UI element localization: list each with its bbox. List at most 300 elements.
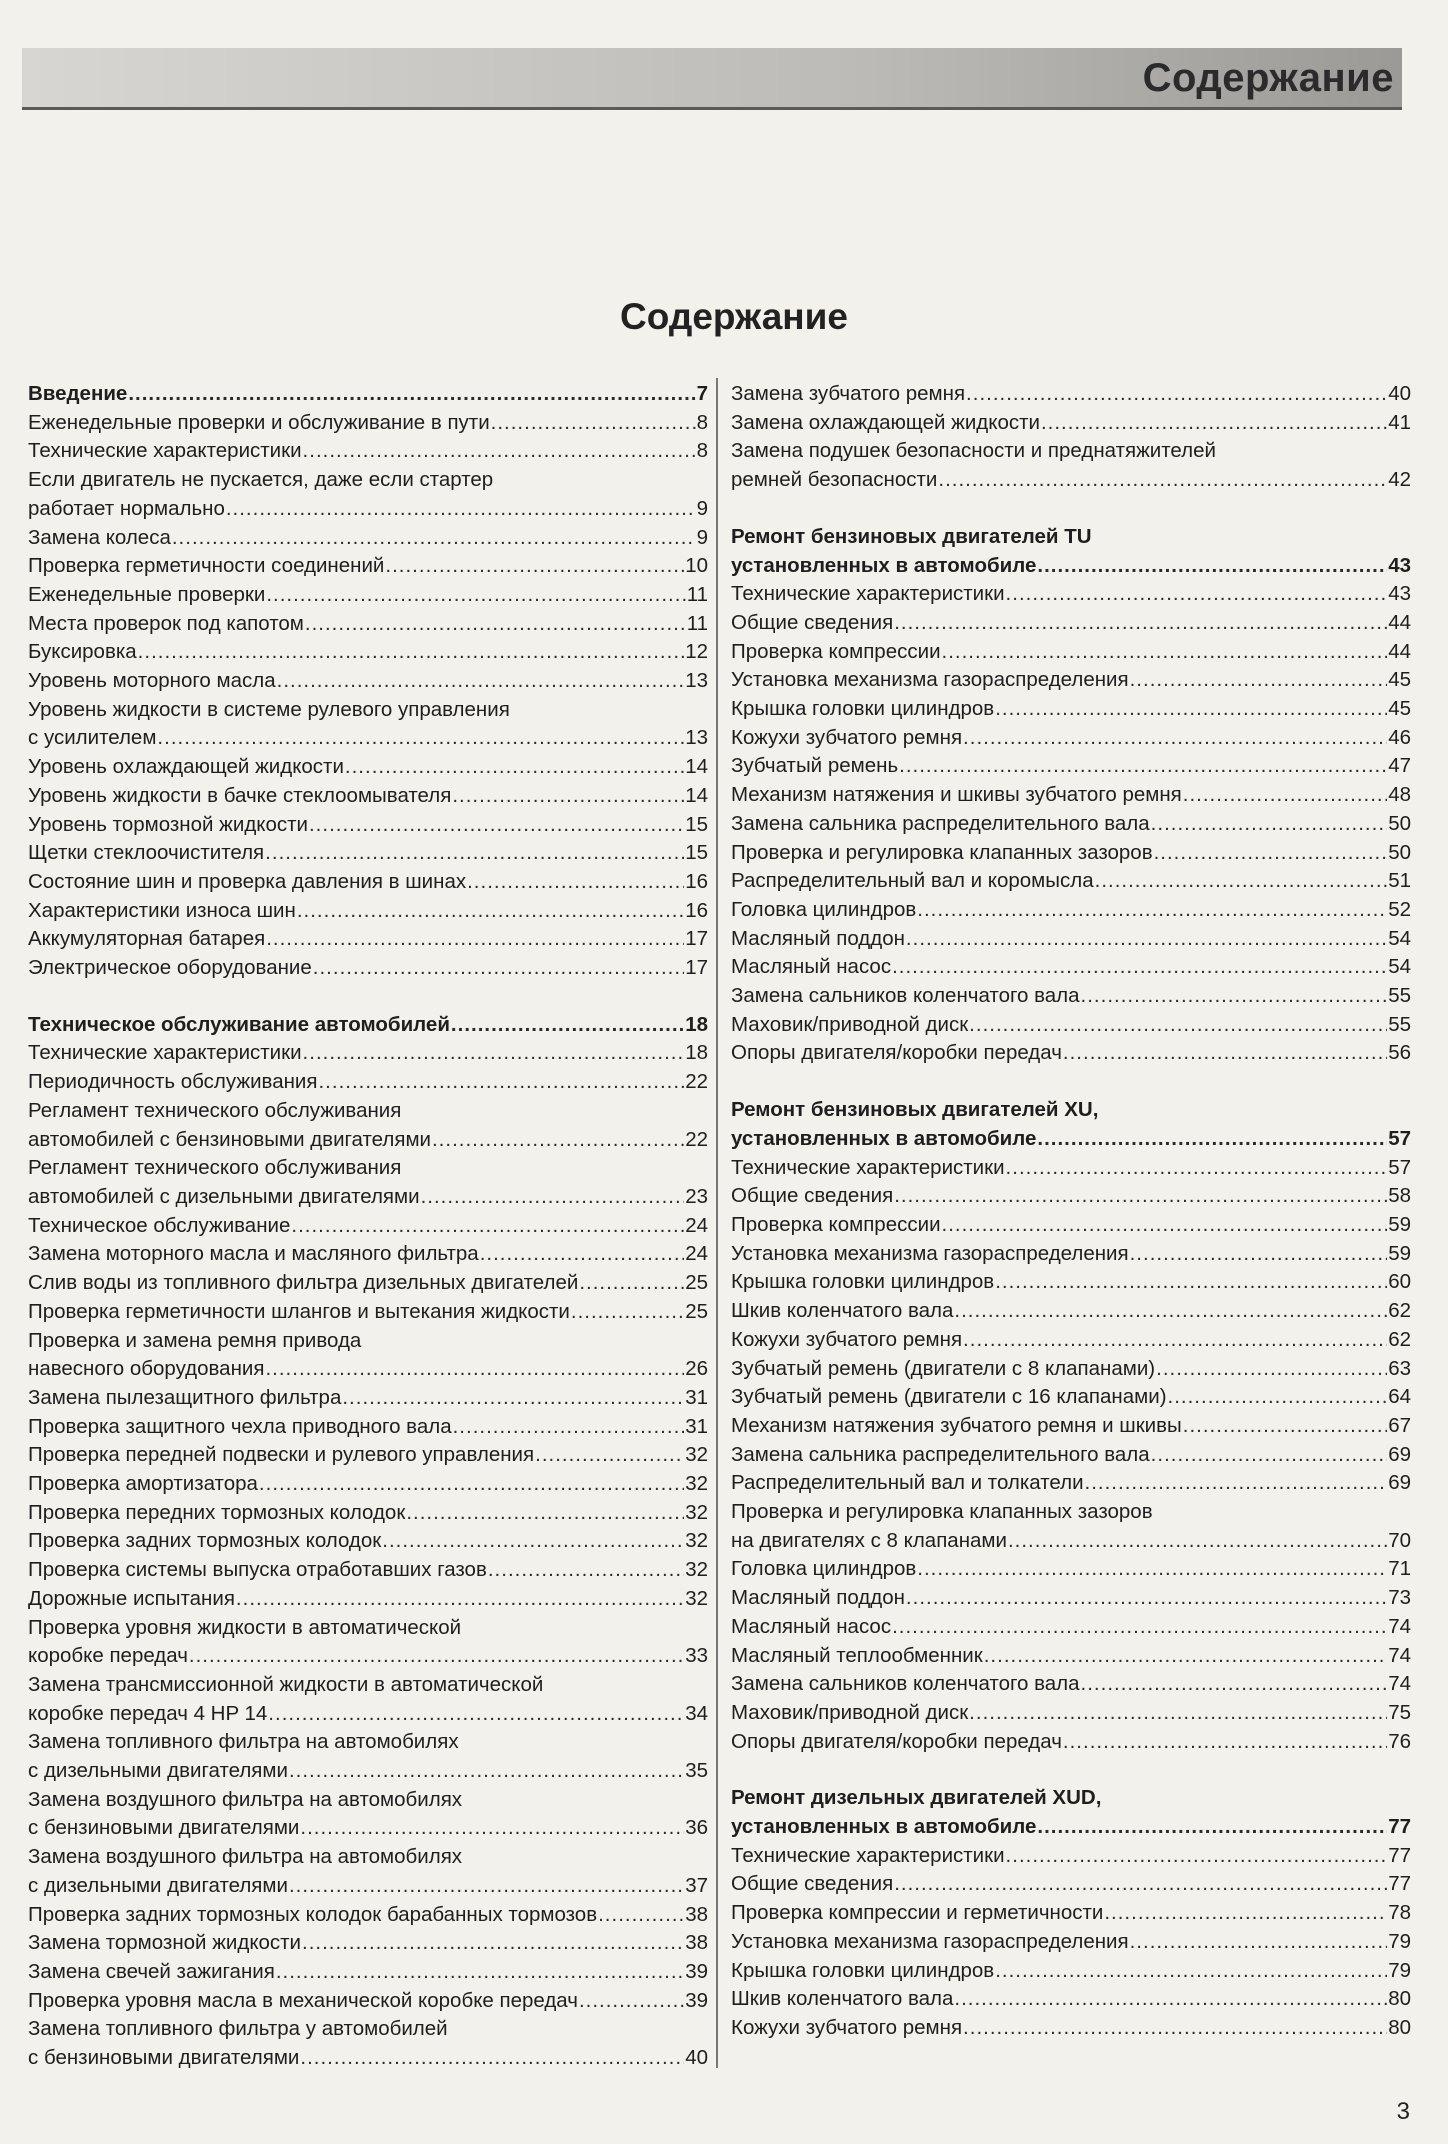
toc-entry-title: Замена сальника распределительного вала xyxy=(731,1442,1150,1466)
dot-leader xyxy=(1063,1039,1387,1068)
dot-leader xyxy=(1041,409,1387,438)
toc-entry-title-line: Проверка и регулировка клапанных зазоров xyxy=(731,1500,1153,1524)
dot-leader xyxy=(277,667,685,696)
dot-leader xyxy=(954,1297,1387,1326)
toc-entry[interactable] xyxy=(28,1068,708,1097)
toc-entry[interactable] xyxy=(28,466,708,523)
toc-entry-title: Опоры двигателя/коробки передач xyxy=(731,1729,1062,1753)
toc-entry-title: Механизм натяжения зубчатого ремня и шкивы xyxy=(731,1413,1182,1437)
dot-leader xyxy=(432,1126,684,1155)
dot-leader xyxy=(906,1584,1387,1613)
toc-section-heading[interactable] xyxy=(28,1011,708,1040)
toc-entry[interactable] xyxy=(731,1011,1411,1040)
toc-entry-title: Опоры двигателя/коробки передач xyxy=(731,1041,1062,1065)
toc-entry-title: Шкив коленчатого вала xyxy=(731,1987,954,2011)
toc-entry-title: установленных в автомобиле xyxy=(731,1126,1037,1150)
toc-entry-title: Масляный насос xyxy=(731,1614,892,1638)
toc-entry-title: Уровень моторного масла xyxy=(28,669,276,693)
toc-entry-page: 62 xyxy=(1388,1299,1411,1323)
toc-entry-title: Шкив коленчатого вала xyxy=(731,1299,954,1323)
toc-entry-page: 51 xyxy=(1388,869,1411,893)
dot-leader xyxy=(894,1182,1387,1211)
toc-entry-page: 7 xyxy=(696,382,708,405)
toc-entry-page: 16 xyxy=(685,869,708,893)
toc-entry-page: 64 xyxy=(1388,1385,1411,1409)
toc-entry[interactable] xyxy=(731,953,1411,982)
dot-leader xyxy=(342,1384,684,1413)
toc-entry[interactable] xyxy=(731,2014,1411,2043)
toc-entry[interactable] xyxy=(28,409,708,438)
toc-entry[interactable] xyxy=(731,666,1411,695)
toc-entry-page: 32 xyxy=(685,1529,708,1553)
toc-entry-page: 32 xyxy=(685,1472,708,1496)
toc-entry-page: 35 xyxy=(685,1759,708,1783)
toc-entry[interactable] xyxy=(28,1413,708,1442)
toc-entry-page: 55 xyxy=(1388,1012,1411,1036)
dot-leader xyxy=(266,925,684,954)
toc-entry[interactable] xyxy=(731,1039,1411,1068)
dot-leader xyxy=(385,552,684,581)
toc-entry[interactable] xyxy=(28,1987,708,2016)
toc-entry-page: 76 xyxy=(1388,1729,1411,1753)
toc-entry[interactable] xyxy=(731,1584,1411,1613)
toc-entry-page: 9 xyxy=(696,496,708,520)
toc-entry[interactable] xyxy=(731,982,1411,1011)
toc-entry-page: 13 xyxy=(685,669,708,693)
toc-entry-title: Проверка задних тормозных колодок xyxy=(28,1529,382,1553)
toc-entry[interactable] xyxy=(731,638,1411,667)
toc-entry-page: 73 xyxy=(1388,1586,1411,1610)
toc-entry[interactable] xyxy=(28,1327,708,1384)
toc-entry[interactable] xyxy=(731,1326,1411,1355)
toc-entry-title: Техническое обслуживание xyxy=(28,1213,291,1237)
toc-entry-title: Еженедельные проверки xyxy=(28,582,266,606)
toc-entry-title: коробке передач 4 HP 14 xyxy=(28,1701,268,1725)
toc-entry[interactable] xyxy=(731,1728,1411,1757)
toc-entry-page: 32 xyxy=(685,1443,708,1467)
dot-leader xyxy=(289,1757,684,1786)
toc-entry[interactable] xyxy=(731,1383,1411,1412)
toc-entry[interactable] xyxy=(731,925,1411,954)
dot-leader xyxy=(382,1527,684,1556)
toc-entry[interactable] xyxy=(28,667,708,696)
dot-leader xyxy=(266,581,685,610)
toc-entry-title: Крышка головки цилиндров xyxy=(731,1958,995,1982)
toc-entry[interactable] xyxy=(731,1268,1411,1297)
dot-leader xyxy=(894,1870,1387,1899)
toc-entry[interactable] xyxy=(28,1298,708,1327)
section-gap xyxy=(731,495,1411,523)
toc-entry-page: 14 xyxy=(685,783,708,807)
dot-leader xyxy=(1008,1527,1387,1556)
toc-entry[interactable] xyxy=(731,1441,1411,1470)
toc-entry-page: 45 xyxy=(1388,697,1411,721)
dot-leader xyxy=(1168,1383,1388,1412)
dot-leader xyxy=(1151,810,1388,839)
toc-entry-page: 31 xyxy=(685,1414,708,1438)
dot-leader xyxy=(598,1901,684,1930)
toc-entry-page: 79 xyxy=(1388,1958,1411,1982)
toc-entry-title: Щетки стеклоочистителя xyxy=(28,841,265,865)
toc-entry-title: Замена свечей зажигания xyxy=(28,1959,275,1983)
toc-entry-title-line: Замена воздушного фильтра на автомобилях xyxy=(28,1845,463,1869)
toc-entry[interactable] xyxy=(28,524,708,553)
toc-entry[interactable] xyxy=(28,1097,708,1154)
toc-entry[interactable] xyxy=(731,1928,1411,1957)
dot-leader xyxy=(1130,1928,1388,1957)
toc-entry[interactable] xyxy=(731,1957,1411,1986)
toc-entry-title: Замена тормозной жидкости xyxy=(28,1931,302,1955)
dot-leader xyxy=(984,1642,1387,1671)
toc-entry[interactable] xyxy=(731,1211,1411,1240)
section-gap xyxy=(731,1068,1411,1096)
toc-entry-page: 40 xyxy=(685,2046,708,2070)
toc-entry-title: Проверка компрессии xyxy=(731,1212,941,1236)
dot-leader xyxy=(291,1212,684,1241)
toc-entry-title: Крышка головки цилиндров xyxy=(731,697,995,721)
toc-entry-page: 45 xyxy=(1388,668,1411,692)
toc-entry[interactable] xyxy=(28,925,708,954)
dot-leader xyxy=(894,609,1387,638)
toc-entry-page: 63 xyxy=(1388,1356,1411,1380)
toc-entry[interactable] xyxy=(731,781,1411,810)
toc-entry[interactable] xyxy=(28,1585,708,1614)
dot-leader xyxy=(157,724,684,753)
toc-entry-page: 23 xyxy=(685,1184,708,1208)
toc-entry-page: 57 xyxy=(1388,1155,1411,1179)
toc-entry-title: Проверка амортизатора xyxy=(28,1472,258,1496)
toc-entry-title: Технические характеристики xyxy=(28,1041,302,1065)
toc-entry-page: 70 xyxy=(1388,1528,1411,1552)
toc-entry-page: 60 xyxy=(1388,1270,1411,1294)
toc-entry-title: Электрическое оборудование xyxy=(28,956,312,980)
toc-entry-title: работает нормально xyxy=(28,496,225,520)
toc-entry-title: Техническое обслуживание автомобилей xyxy=(28,1012,450,1036)
toc-entry[interactable] xyxy=(731,1555,1411,1584)
dot-leader xyxy=(1006,580,1388,609)
dot-leader xyxy=(128,380,695,409)
toc-entry[interactable] xyxy=(731,1670,1411,1699)
toc-entry-title: Распределительный вал и коромысла xyxy=(731,869,1094,893)
dot-leader xyxy=(1037,1125,1387,1154)
dot-leader xyxy=(300,2044,684,2073)
toc-entry-title: навесного оборудования xyxy=(28,1357,265,1381)
toc-entry-page: 31 xyxy=(685,1385,708,1409)
toc-entry[interactable] xyxy=(731,1154,1411,1183)
toc-entry[interactable] xyxy=(731,839,1411,868)
toc-entry[interactable] xyxy=(28,1240,708,1269)
toc-entry-page: 17 xyxy=(685,927,708,951)
toc-entry-title: с дизельными двигателями xyxy=(28,1873,288,1897)
toc-entry-page: 39 xyxy=(685,1959,708,1983)
toc-entry-page: 67 xyxy=(1388,1413,1411,1437)
toc-entry-title: Технические характеристики xyxy=(731,1155,1005,1179)
toc-entry-page: 77 xyxy=(1388,1815,1411,1839)
dot-leader xyxy=(995,695,1387,724)
toc-entry[interactable] xyxy=(28,696,708,753)
toc-entry[interactable] xyxy=(28,1154,708,1211)
toc-entry[interactable] xyxy=(28,1384,708,1413)
toc-entry[interactable] xyxy=(731,1297,1411,1326)
dot-leader xyxy=(1095,867,1388,896)
toc-entry[interactable] xyxy=(28,1527,708,1556)
dot-leader xyxy=(303,437,696,466)
toc-entry-title: на двигателях с 8 клапанами xyxy=(731,1528,1007,1552)
toc-section-heading[interactable] xyxy=(731,523,1411,580)
dot-leader xyxy=(963,2014,1387,2043)
toc-entry-page: 36 xyxy=(685,1816,708,1840)
toc-entry-title: Кожухи зубчатого ремня xyxy=(731,2015,963,2039)
dot-leader xyxy=(917,1555,1387,1584)
toc-entry[interactable] xyxy=(731,1240,1411,1269)
toc-entry-title-line: Проверка уровня жидкости в автоматической xyxy=(28,1615,462,1639)
toc-entry[interactable] xyxy=(731,867,1411,896)
toc-entry[interactable] xyxy=(731,724,1411,753)
toc-entry-page: 44 xyxy=(1388,639,1411,663)
dot-leader xyxy=(226,495,696,524)
toc-entry-title: Уровень жидкости в бачке стеклоомывателя xyxy=(28,783,452,807)
dot-leader xyxy=(1183,781,1387,810)
toc-entry-title: Замена сальника распределительного вала xyxy=(731,811,1150,835)
toc-entry-title: Проверка передних тормозных колодок xyxy=(28,1500,406,1524)
toc-entry-page: 15 xyxy=(685,812,708,836)
toc-entry-page: 50 xyxy=(1388,840,1411,864)
toc-entry[interactable] xyxy=(731,1469,1411,1498)
toc-entry-page: 8 xyxy=(696,410,708,434)
toc-entry[interactable] xyxy=(731,752,1411,781)
toc-entry[interactable] xyxy=(28,552,708,581)
toc-entry[interactable] xyxy=(731,896,1411,925)
toc-entry[interactable] xyxy=(731,695,1411,724)
toc-entry-page: 50 xyxy=(1388,811,1411,835)
toc-entry-page: 26 xyxy=(685,1357,708,1381)
toc-entry-title: Технические характеристики xyxy=(731,582,1005,606)
toc-entry-title: Установка механизма газораспределения xyxy=(731,668,1129,692)
toc-entry[interactable] xyxy=(28,1269,708,1298)
toc-entry-title: Еженедельные проверки и обслуживание в пути xyxy=(28,410,490,434)
toc-entry-title: с дизельными двигателями xyxy=(28,1759,288,1783)
toc-entry-page: 25 xyxy=(685,1299,708,1323)
toc-entry-title: Головка цилиндров xyxy=(731,1557,917,1581)
dot-leader xyxy=(313,954,684,983)
dot-leader xyxy=(571,1298,684,1327)
page-title: Содержание xyxy=(620,296,848,337)
toc-entry-title-line: Если двигатель не пускается, даже если стартер xyxy=(28,468,494,492)
toc-entry[interactable] xyxy=(28,2015,708,2072)
toc-entry-page: 78 xyxy=(1388,1901,1411,1925)
toc-entry[interactable] xyxy=(731,1412,1411,1441)
toc-entry[interactable] xyxy=(731,1699,1411,1728)
toc-entry[interactable] xyxy=(731,1498,1411,1555)
toc-entry-title: Введение xyxy=(28,382,128,405)
toc-entry-page: 56 xyxy=(1388,1041,1411,1065)
toc-entry-title: автомобилей с дизельными двигателями xyxy=(28,1184,420,1208)
toc-entry[interactable] xyxy=(28,868,708,897)
toc-entry-title: Замена охлаждающей жидкости xyxy=(731,410,1040,434)
toc-entry-page: 11 xyxy=(686,611,708,635)
toc-entry-title: Проверка защитного чехла приводного вала xyxy=(28,1414,452,1438)
toc-entry[interactable] xyxy=(28,610,708,639)
toc-entry[interactable] xyxy=(28,839,708,868)
dot-leader xyxy=(1151,1441,1388,1470)
toc-entry-page: 74 xyxy=(1388,1614,1411,1638)
toc-entry[interactable] xyxy=(28,638,708,667)
toc-entry-title: Общие сведения xyxy=(731,610,894,634)
toc-entry[interactable] xyxy=(731,580,1411,609)
toc-entry[interactable] xyxy=(28,753,708,782)
dot-leader xyxy=(1006,1842,1388,1871)
toc-entry-title: Технические характеристики xyxy=(28,439,302,463)
toc-entry-page: 44 xyxy=(1388,610,1411,634)
toc-entry-title: Состояние шин и проверка давления в шинах xyxy=(28,869,467,893)
dot-leader xyxy=(995,1957,1387,1986)
toc-entry-title: ремней безопасности xyxy=(731,468,938,492)
toc-entry-title: Маховик/приводной диск xyxy=(731,1700,969,1724)
page-number: 3 xyxy=(1396,2098,1410,2125)
toc-entry-page: 22 xyxy=(685,1127,708,1151)
dot-leader xyxy=(488,1556,684,1585)
toc-entry-title: Крышка головки цилиндров xyxy=(731,1270,995,1294)
toc-entry[interactable] xyxy=(28,782,708,811)
toc-entry[interactable] xyxy=(731,1899,1411,1928)
toc-entry-title-line: Регламент технического обслуживания xyxy=(28,1156,402,1180)
toc-entry[interactable] xyxy=(28,1499,708,1528)
toc-entry-title: Технические характеристики xyxy=(731,1843,1005,1867)
toc-entry[interactable] xyxy=(731,810,1411,839)
toc-entry-page: 38 xyxy=(685,1902,708,1926)
toc-entry-title: автомобилей с бензиновыми двигателями xyxy=(28,1127,431,1151)
toc-entry[interactable] xyxy=(731,1842,1411,1871)
toc-entry[interactable] xyxy=(28,1614,708,1671)
dot-leader xyxy=(268,1700,684,1729)
dot-leader xyxy=(535,1441,684,1470)
toc-entry-page: 52 xyxy=(1388,897,1411,921)
toc-entry-page: 74 xyxy=(1388,1672,1411,1696)
toc-entry-title: Характеристики износа шин xyxy=(28,898,296,922)
toc-entry-title: Буксировка xyxy=(28,640,137,664)
dot-leader xyxy=(318,1068,684,1097)
toc-entry[interactable] xyxy=(28,1671,708,1728)
toc-entry-title: Проверка уровня масла в механической коробке передач xyxy=(28,1988,578,2012)
toc-entry-title: Аккумуляторная батарея xyxy=(28,927,266,951)
toc-entry[interactable] xyxy=(731,609,1411,638)
toc-entry-page: 34 xyxy=(685,1701,708,1725)
toc-column-right xyxy=(731,380,1411,2043)
toc-entry[interactable] xyxy=(28,581,708,610)
toc-entry[interactable] xyxy=(731,1613,1411,1642)
toc-entry[interactable] xyxy=(731,1985,1411,2014)
toc-entry[interactable] xyxy=(28,1470,708,1499)
toc-entry-page: 41 xyxy=(1388,410,1411,434)
toc-entry-page: 77 xyxy=(1388,1843,1411,1867)
dot-leader xyxy=(1081,1670,1388,1699)
toc-entry-page: 17 xyxy=(685,956,708,980)
toc-entry-title-line: Замена воздушного фильтра на автомобилях xyxy=(28,1787,463,1811)
toc-entry[interactable] xyxy=(28,1556,708,1585)
toc-entry-page: 18 xyxy=(685,1012,708,1036)
toc-entry[interactable] xyxy=(731,1182,1411,1211)
toc-entry[interactable] xyxy=(731,1642,1411,1671)
toc-entry[interactable] xyxy=(28,1929,708,1958)
dot-leader xyxy=(938,466,1387,495)
toc-entry-title: Общие сведения xyxy=(731,1872,894,1896)
section-gap xyxy=(28,983,708,1011)
dot-leader xyxy=(579,1269,684,1298)
toc-entry[interactable] xyxy=(731,1355,1411,1384)
toc-entry-title: Проверка задних тормозных колодок барабанных тормозов xyxy=(28,1902,598,1926)
dot-leader xyxy=(172,524,696,553)
toc-entry[interactable] xyxy=(28,1728,708,1785)
toc-entry[interactable] xyxy=(28,897,708,926)
dot-leader xyxy=(480,1240,684,1269)
dot-leader xyxy=(421,1183,685,1212)
dot-leader xyxy=(289,1872,684,1901)
toc-entry[interactable] xyxy=(28,1039,708,1068)
dot-leader xyxy=(892,953,1387,982)
dot-leader xyxy=(265,839,684,868)
toc-entry-title-line: Ремонт дизельных двигателей XUD, xyxy=(731,1786,1102,1810)
toc-entry[interactable] xyxy=(28,1958,708,1987)
toc-entry-title: Дорожные испытания xyxy=(28,1586,235,1610)
dot-leader xyxy=(963,1326,1387,1355)
toc-section-heading[interactable] xyxy=(731,1784,1411,1841)
toc-entry-page: 24 xyxy=(685,1242,708,1266)
toc-entry-title: Кожухи зубчатого ремня xyxy=(731,725,963,749)
toc-entry[interactable] xyxy=(28,1843,708,1900)
toc-entry[interactable] xyxy=(28,1786,708,1843)
toc-entry-title: Замена пылезащитного фильтра xyxy=(28,1385,342,1409)
toc-entry-page: 22 xyxy=(685,1070,708,1094)
toc-entry-page: 75 xyxy=(1388,1700,1411,1724)
dot-leader xyxy=(892,1613,1387,1642)
dot-leader xyxy=(1104,1899,1387,1928)
toc-entry-title: с бензиновыми двигателями xyxy=(28,1816,300,1840)
dot-leader xyxy=(305,610,686,639)
toc-entry-title-line: Регламент технического обслуживания xyxy=(28,1098,402,1122)
toc-section-heading[interactable] xyxy=(731,1096,1411,1153)
toc-entry-page: 15 xyxy=(685,841,708,865)
toc-entry[interactable] xyxy=(28,437,708,466)
toc-entry-title-line: Замена трансмиссионной жидкости в автоматической xyxy=(28,1672,544,1696)
toc-entry-page: 14 xyxy=(685,755,708,779)
toc-entry[interactable] xyxy=(731,409,1411,438)
toc-section-heading[interactable] xyxy=(28,380,708,409)
toc-entry-title: с бензиновыми двигателями xyxy=(28,2046,300,2070)
toc-entry-page: 48 xyxy=(1388,783,1411,807)
dot-leader xyxy=(1081,982,1388,1011)
dot-leader xyxy=(302,1929,684,1958)
header-bar xyxy=(22,48,1402,110)
toc-entry[interactable] xyxy=(731,380,1411,409)
toc-entry-page: 54 xyxy=(1388,955,1411,979)
toc-entry-page: 10 xyxy=(685,554,708,578)
toc-entry-title-line: Уровень жидкости в системе рулевого управления xyxy=(28,697,510,721)
toc-entry[interactable] xyxy=(28,954,708,983)
toc-entry[interactable] xyxy=(28,1212,708,1241)
toc-entry-title: Зубчатый ремень (двигатели с 8 клапанами) xyxy=(731,1356,1156,1380)
dot-leader xyxy=(1183,1412,1387,1441)
toc-entry[interactable] xyxy=(731,437,1411,494)
dot-leader xyxy=(309,811,684,840)
toc-entry[interactable] xyxy=(28,811,708,840)
toc-entry[interactable] xyxy=(731,1870,1411,1899)
toc-entry-title: Периодичность обслуживания xyxy=(28,1070,318,1094)
toc-entry-page: 24 xyxy=(685,1213,708,1237)
toc-entry[interactable] xyxy=(28,1441,708,1470)
toc-entry-title: Проверка компрессии и герметичности xyxy=(731,1901,1104,1925)
dot-leader xyxy=(138,638,685,667)
toc-entry[interactable] xyxy=(28,1901,708,1930)
